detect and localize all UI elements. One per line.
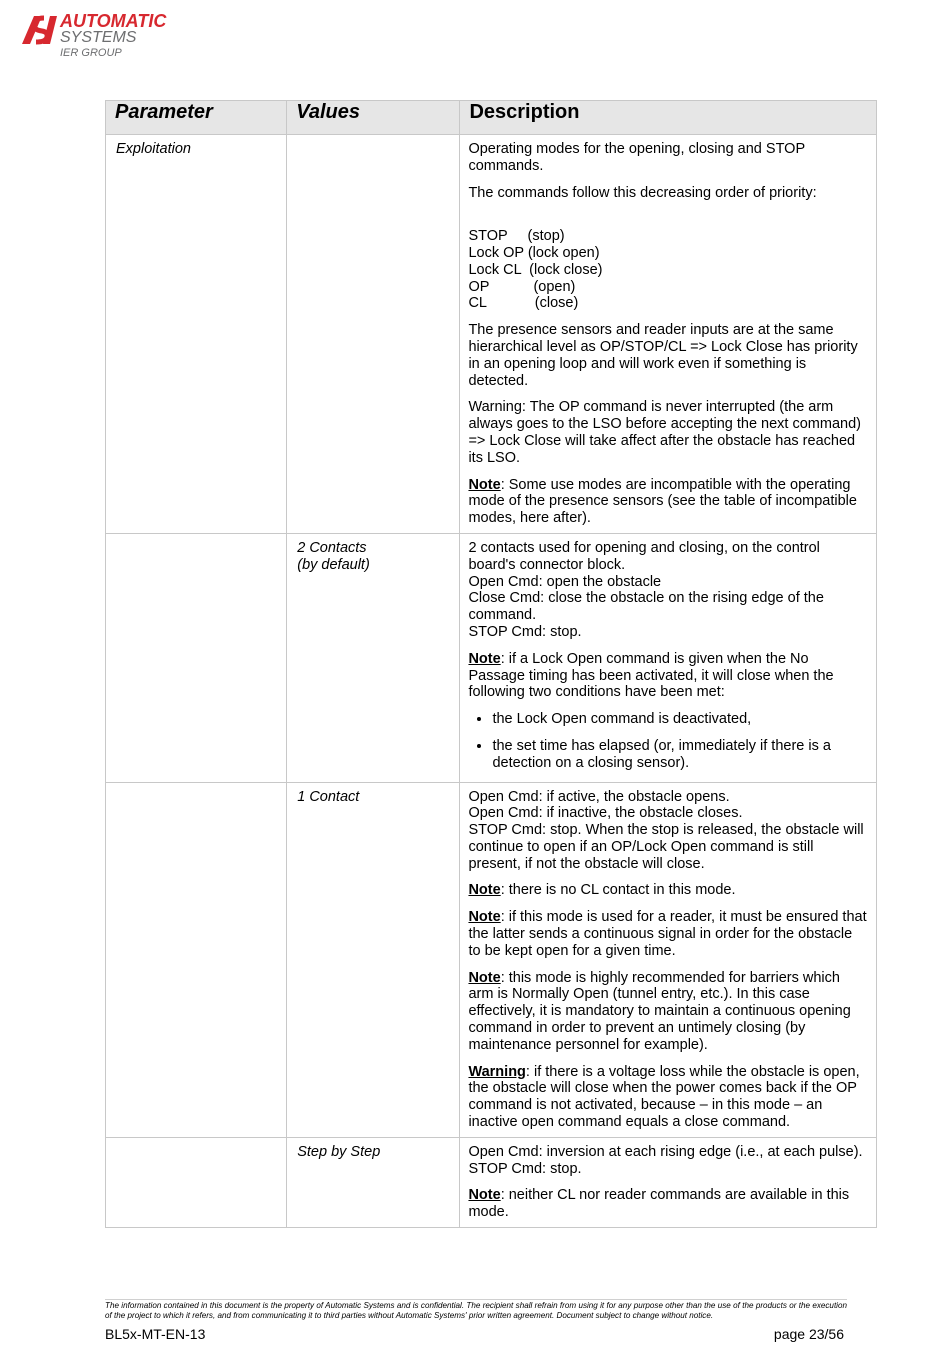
parameter-text: Exploitation xyxy=(116,141,191,157)
description-line: STOP Cmd: stop. When the stop is released, the obstacle will continue to open if an OP/Lock Open command is still present, if not the obstacle will close. xyxy=(468,822,864,872)
description-cell xyxy=(460,135,877,534)
description-cell xyxy=(460,782,877,1137)
description-paragraph: The commands follow this decreasing order of priority: xyxy=(468,184,817,201)
description-lines xyxy=(468,789,868,873)
note-paragraph xyxy=(468,651,868,701)
description-line: Open Cmd: if inactive, the obstacle closes. xyxy=(468,805,743,822)
parameter-cell xyxy=(106,533,287,782)
parameter-table xyxy=(105,100,877,1228)
document-reference: BL5x-MT-EN-13 xyxy=(105,1326,206,1342)
logo-line3: IER GROUP xyxy=(60,47,122,59)
note-label: Note xyxy=(468,882,501,899)
note-paragraph xyxy=(468,882,868,899)
description-line: STOP Cmd: stop. xyxy=(468,623,582,640)
value-text: 2 Contacts xyxy=(297,539,367,556)
header-parameter: Parameter xyxy=(106,101,287,135)
logo-line1: AUTOMATIC xyxy=(60,11,167,31)
note-paragraph xyxy=(468,1187,868,1221)
header-description: Description xyxy=(460,101,877,135)
value-cell xyxy=(287,135,460,534)
description-cell xyxy=(460,1137,877,1227)
note-label: Note xyxy=(468,476,501,493)
table-row xyxy=(106,533,877,782)
parameter-cell xyxy=(106,1137,287,1227)
description-paragraph: Operating modes for the opening, closing and STOP commands. xyxy=(468,141,805,174)
description-lines xyxy=(468,1144,868,1178)
description-line: Open Cmd: inversion at each rising edge (i.e., at each pulse). xyxy=(468,1143,863,1160)
value-text: 1 Contact xyxy=(297,788,360,805)
description-line: Open Cmd: open the obstacle xyxy=(468,573,662,590)
description-paragraph: Warning: The OP command is never interrupted (the arm always goes to the LSO before accepting the next command) => Lock Close will take affect after the obstacle has reached its LSO. xyxy=(468,399,861,466)
priority-item: Lock OP (lock open) xyxy=(468,244,600,261)
parameter-text xyxy=(106,534,286,544)
table-header-row xyxy=(106,101,877,135)
note-paragraph xyxy=(468,909,868,959)
header-values: Values xyxy=(287,101,460,135)
description-line: Close Cmd: close the obstacle on the rising edge of the command. xyxy=(468,590,824,624)
description-line: Open Cmd: if active, the obstacle opens. xyxy=(468,788,730,805)
value-subtext: (by default) xyxy=(297,556,370,573)
warning-text: : if there is a voltage loss while the obstacle is open, the obstacle will close when the power comes back if the OP command is not activated, because – in this mode – an inactive open command equals a close command. xyxy=(468,1063,860,1131)
note-paragraph xyxy=(468,970,868,1054)
table-row xyxy=(106,135,877,534)
note-label: Note xyxy=(468,650,501,667)
note-label: Note xyxy=(468,1187,501,1204)
note-label: Note xyxy=(468,909,501,926)
parameter-text xyxy=(106,1138,286,1148)
table-row xyxy=(106,1137,877,1227)
note-text: : there is no CL contact in this mode. xyxy=(500,882,736,899)
warning-label: Warning xyxy=(468,1063,526,1080)
priority-item: OP (open) xyxy=(468,278,576,295)
description-cell xyxy=(460,533,877,782)
parameter-text xyxy=(106,783,286,793)
footer-divider xyxy=(105,1299,847,1300)
value-text: Step by Step xyxy=(297,1143,381,1160)
warning-paragraph xyxy=(468,1064,868,1131)
value-text xyxy=(287,135,459,145)
note-text: : Some use modes are incompatible with the operating mode of the presence sensors (see the table of incompatible modes, here after). xyxy=(468,476,857,527)
description-line: 2 contacts used for opening and closing, on the control board's connector block. xyxy=(468,539,820,573)
description-paragraph: The presence sensors and reader inputs are at the same hierarchical level as OP/STOP/CL => Lock Close has priority in an opening loop and will work even if something is detected. xyxy=(468,322,858,389)
value-cell xyxy=(287,533,460,782)
note-text: : this mode is highly recommended for barriers which arm is Normally Open (tunnel entry, etc.). In this case effectively, it is mandatory to maintain a continuous opening command in order to prevent an untimely closing (by maintenance personnel for example). xyxy=(468,969,851,1053)
description-line: STOP Cmd: stop. xyxy=(468,1160,582,1177)
list-item: • the set time has elapsed (or, immediately if there is a detection on a closing sensor). xyxy=(492,738,868,772)
priority-item: STOP (stop) xyxy=(468,228,565,245)
note-paragraph xyxy=(468,477,868,527)
table-row xyxy=(106,782,877,1137)
priority-item: CL (close) xyxy=(468,295,579,312)
list-item: • the Lock Open command is deactivated, xyxy=(492,711,868,728)
value-cell xyxy=(287,1137,460,1227)
footer-disclaimer: The information contained in this document is the property of Automatic Systems and is confidential. The recipient shall refrain from using it for any purpose other than the use of the products or the execution of the project to which it refers, and from communicating it to third parties without Automatic Systems' prior written agreement. Document subject to change without notice. xyxy=(105,1301,847,1320)
company-logo xyxy=(20,10,200,62)
note-text: : neither CL nor reader commands are available in this mode. xyxy=(468,1187,850,1221)
condition-list xyxy=(468,711,868,771)
priority-list xyxy=(468,211,868,312)
note-text: : if a Lock Open command is given when the No Passage timing has been activated, it will close when the following two conditions have been met: xyxy=(468,650,834,701)
logo-line2: SYSTEMS xyxy=(60,29,137,46)
parameter-cell xyxy=(106,782,287,1137)
parameter-cell xyxy=(106,135,287,534)
priority-item: Lock CL (lock close) xyxy=(468,261,603,278)
description-lines xyxy=(468,540,868,641)
page-number: page 23/56 xyxy=(773,1326,844,1342)
note-label: Note xyxy=(468,969,501,986)
value-cell xyxy=(287,782,460,1137)
note-text: : if this mode is used for a reader, it must be ensured that the latter sends a continuous signal in order for the obstacle to be kept open for a given time. xyxy=(468,909,867,959)
